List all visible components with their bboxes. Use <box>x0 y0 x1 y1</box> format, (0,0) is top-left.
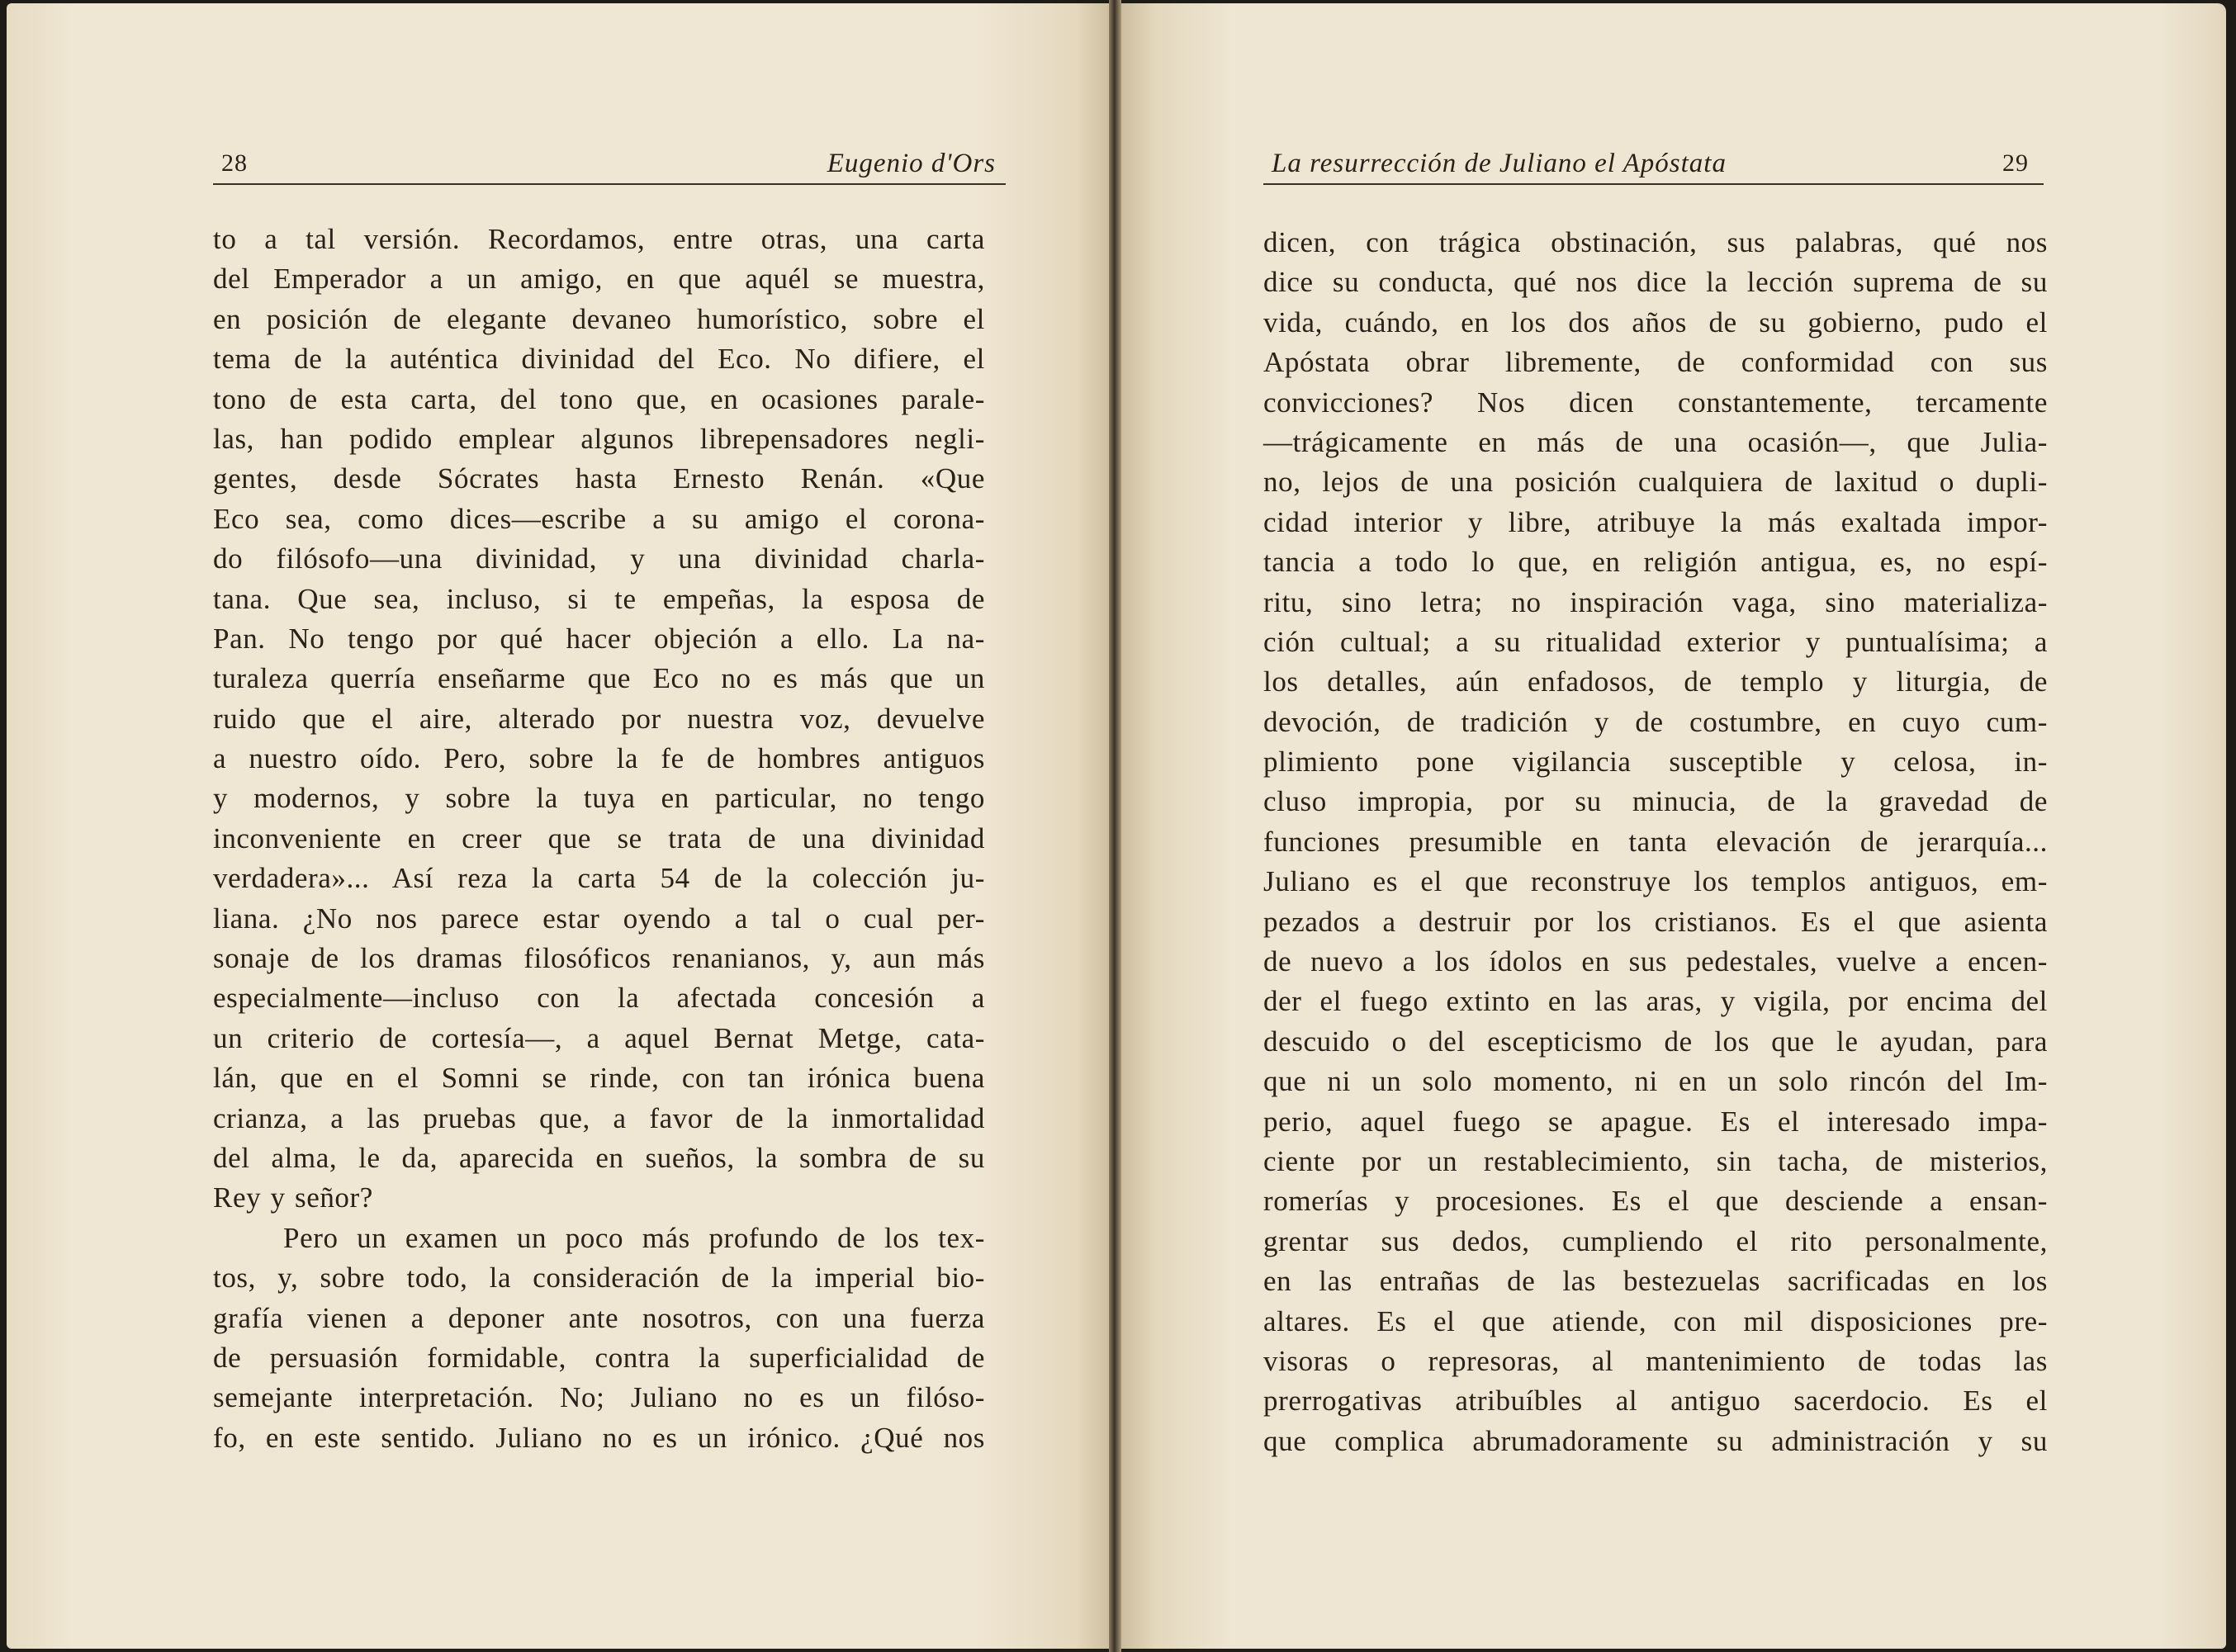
text-line: Eco sea, como dices—escribe a su amigo el corona- <box>213 502 985 535</box>
text-line: Pan. No tengo por qué hacer objeción a ello. La na- <box>213 622 985 655</box>
text-line: turaleza querría enseñarme que Eco no es más que un <box>213 662 985 695</box>
text-line: y modernos, y sobre la tuya en particular, no tengo <box>213 782 985 815</box>
text-line: descuido o del escepticismo de los que le ayudan, para <box>1263 1025 2048 1058</box>
text-line: ruido que el aire, alterado por nuestra voz, devuelve <box>213 702 985 735</box>
text-line: funciones presumible en tanta elevación de jerarquía... <box>1263 825 2048 858</box>
text-line: perio, aquel fuego se apague. Es el interesado impa- <box>1263 1105 2048 1138</box>
text-line: Juliano es el que reconstruye los templos antiguos, em- <box>1263 865 2048 898</box>
text-line: to a tal versión. Recordamos, entre otras, una carta <box>213 223 985 255</box>
right-page-number: 29 <box>2002 149 2029 177</box>
text-line: sonaje de los dramas filosóficos renanianos, y, aun más <box>213 942 985 975</box>
text-line: gentes, desde Sócrates hasta Ernesto Renán. «Que <box>213 462 985 495</box>
text-line: a nuestro oído. Pero, sobre la fe de hombres antiguos <box>213 742 985 775</box>
left-running-head <box>213 144 1006 185</box>
text-line: que ni un solo momento, ni en un solo rincón del Im- <box>1263 1065 2048 1098</box>
text-line: der el fuego extinto en las aras, y vigila, por encima del <box>1263 985 2048 1018</box>
text-line: los detalles, aún enfadosos, de templo y liturgia, de <box>1263 665 2048 698</box>
text-line: plimiento pone vigilancia susceptible y celosa, in- <box>1263 746 2048 779</box>
left-running-title: Eugenio d'Ors <box>827 149 996 178</box>
text-line: ción cultual; a su ritualidad exterior y puntualísima; a <box>1263 625 2048 658</box>
text-line: grafía vienen a deponer ante nosotros, con una fuerza <box>213 1301 985 1334</box>
text-line: tana. Que sea, incluso, si te empeñas, la esposa de <box>213 582 985 615</box>
text-line: de persuasión formidable, contra la superficialidad de <box>213 1341 985 1374</box>
text-line: —trágicamente en más de una ocasión—, que Julia- <box>1263 425 2048 458</box>
text-line: altares. Es el que atiende, con mil disposiciones pre- <box>1263 1304 2048 1337</box>
text-line: crianza, a las pruebas que, a favor de la inmortalidad <box>213 1101 985 1134</box>
left-page-body <box>213 220 985 1458</box>
text-line: devoción, de tradición y de costumbre, en cuyo cum- <box>1263 705 2048 738</box>
text-line: Pero un examen un poco más profundo de los tex- <box>283 1221 985 1254</box>
right-page <box>1121 3 2226 1649</box>
text-line: visoras o represoras, al mantenimiento de todas las <box>1263 1344 2048 1377</box>
text-line: de nuevo a los ídolos en sus pedestales, vuelve a encen- <box>1263 945 2048 978</box>
text-line: romerías y procesiones. Es el que desciende a ensan- <box>1263 1185 2048 1218</box>
text-line: convicciones? Nos dicen constantemente, tercamente <box>1263 386 2048 419</box>
text-line: do filósofo—una divinidad, y una divinidad charla- <box>213 542 985 575</box>
text-line: Rey y señor? <box>213 1181 373 1214</box>
left-page <box>7 3 1109 1649</box>
text-line: pezados a destruir por los cristianos. Es el que asienta <box>1263 905 2048 938</box>
text-line: cluso impropia, por su minucia, de la gravedad de <box>1263 785 2048 818</box>
text-line: inconveniente en creer que se trata de una divinidad <box>213 821 985 854</box>
text-line: en posición de elegante devaneo humorístico, sobre el <box>213 302 985 335</box>
text-line: las, han podido emplear algunos librepensadores negli- <box>213 422 985 455</box>
text-line: ciente por un restablecimiento, sin tacha, de misterios, <box>1263 1144 2048 1177</box>
text-line: que complica abrumadoramente su administración y su <box>1263 1424 2048 1457</box>
text-line: grentar sus dedos, cumpliendo el rito personalmente, <box>1263 1224 2048 1257</box>
text-line: verdadera»... Así reza la carta 54 de la colección ju- <box>213 862 985 895</box>
text-line: no, lejos de una posición cualquiera de laxitud o dupli- <box>1263 466 2048 499</box>
text-line: dice su conducta, qué nos dice la lección suprema de su <box>1263 266 2048 299</box>
text-line: del Emperador a un amigo, en que aquél se muestra, <box>213 263 985 296</box>
right-running-head <box>1263 144 2044 185</box>
text-line: vida, cuándo, en los dos años de su gobierno, pudo el <box>1263 305 2048 338</box>
text-line: tancia a todo lo que, en religión antigua, es, no espí- <box>1263 546 2048 579</box>
text-line: tos, y, sobre todo, la consideración de la imperial bio- <box>213 1261 985 1295</box>
text-line: liana. ¿No nos parece estar oyendo a tal o cual per- <box>213 902 985 935</box>
book-gutter <box>1109 0 1121 1652</box>
left-page-number: 28 <box>221 149 248 177</box>
text-line: tono de esta carta, del tono que, en ocasiones parale- <box>213 382 985 415</box>
text-line: ritu, sino letra; no inspiración vaga, sino materializa- <box>1263 585 2048 618</box>
text-line: en las entrañas de las bestezuelas sacrificadas en los <box>1263 1265 2048 1298</box>
text-line: tema de la auténtica divinidad del Eco. No difiere, el <box>213 343 985 376</box>
text-line: prerrogativas atribuíbles al antiguo sacerdocio. Es el <box>1263 1385 2048 1418</box>
text-line: lán, que en el Somni se rinde, con tan irónica buena <box>213 1062 985 1095</box>
text-line: especialmente—incluso con la afectada concesión a <box>213 982 985 1015</box>
right-running-title: La resurrección de Juliano el Apóstata <box>1272 149 1727 178</box>
right-page-body <box>1263 223 2048 1461</box>
text-line: fo, en este sentido. Juliano no es un irónico. ¿Qué nos <box>213 1421 985 1454</box>
text-line: dicen, con trágica obstinación, sus palabras, qué nos <box>1263 226 2048 258</box>
text-line: del alma, le da, aparecida en sueños, la sombra de su <box>213 1141 985 1174</box>
text-line: un criterio de cortesía—, a aquel Bernat Metge, cata- <box>213 1021 985 1054</box>
text-line: semejante interpretación. No; Juliano no es un filóso- <box>213 1381 985 1414</box>
text-line: Apóstata obrar libremente, de conformidad con sus <box>1263 346 2048 379</box>
text-line: cidad interior y libre, atribuye la más exaltada impor- <box>1263 505 2048 538</box>
